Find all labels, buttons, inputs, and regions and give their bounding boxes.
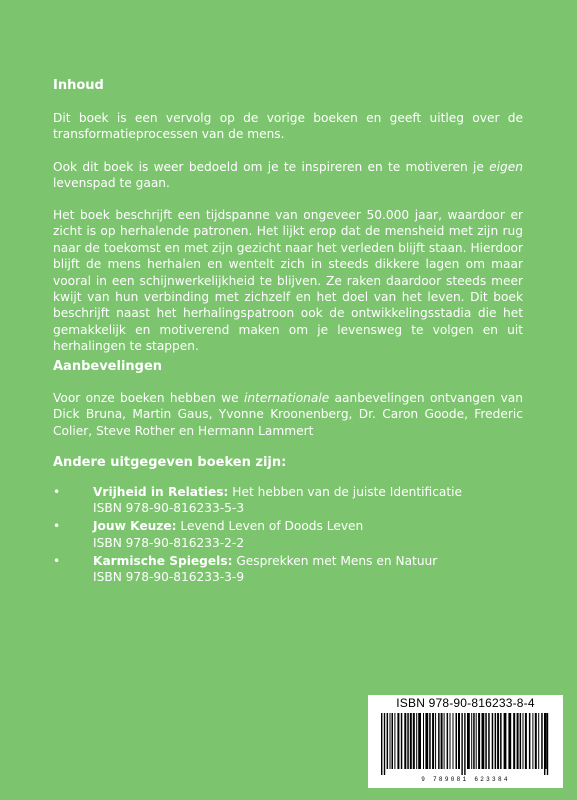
- barcode-bar: [517, 713, 519, 769]
- book-subtitle: Gesprekken met Mens en Natuur: [232, 553, 438, 568]
- barcode-bar: [435, 713, 436, 769]
- barcode-bar: [538, 713, 539, 769]
- barcode-bar: [392, 713, 394, 769]
- barcode-bar: [423, 713, 424, 769]
- barcode-bar: [520, 713, 522, 769]
- barcode-bar: [453, 713, 454, 769]
- barcode-bar: [508, 713, 511, 769]
- barcode-bar: [397, 713, 399, 769]
- barcode-bar: [525, 713, 527, 769]
- barcode-bar: [387, 713, 389, 769]
- barcode-digits: 9 789081 623384: [421, 776, 510, 783]
- barcode-icon: [378, 713, 553, 775]
- paragraph-recommendations-italic: internationale: [243, 391, 330, 405]
- paragraph-description: Het boek beschrijft een tijdspanne van ongeveer 50.000 jaar, waardoor er zicht is op herhalende patronen. Het lijkt erop dat de mensheid met zijn rug naar de toekomst en met zijn gezicht naar het verleden blijft staan. Hierdoor blijft de mens herhalen en wentelt zich in steeds dikkere lagen om maar vooral in een schijnwerkelijkheid te blijven. Ze raken daardoor steeds meer kwijt van hun verbinding met zichzelf en het doel van het leven. Dit boek beschrijft naast het herhalingspatroon ook de ontwikkelingsstadia die het gemakkelijk en motiverend maken om je levensweg te volgen en uit herhalingen te stappen.: [53, 208, 523, 354]
- barcode-bar: [394, 713, 395, 769]
- barcode-bar: [410, 713, 412, 769]
- barcode-bar: [438, 713, 440, 769]
- barcode-bar: [532, 713, 533, 769]
- barcode-bar: [401, 713, 403, 769]
- barcode-bar: [381, 713, 382, 775]
- book-item: [53, 553, 523, 585]
- book-isbn: ISBN 978-90-816233-2-2: [93, 535, 245, 550]
- barcode-bar: [413, 713, 415, 769]
- barcode-bar: [476, 713, 477, 769]
- book-subtitle: Levend Leven of Doods Leven: [176, 519, 364, 534]
- paragraph-inspiration-italic: eigen: [489, 160, 523, 174]
- barcode-bar: [407, 713, 409, 769]
- barcode-bar: [418, 713, 421, 769]
- barcode-bar: [497, 713, 499, 769]
- barcode-panel: [368, 695, 563, 788]
- barcode-bar: [544, 713, 545, 775]
- book-subtitle: Het hebben van de juiste Identificatie: [228, 485, 463, 499]
- barcode-bar: [535, 713, 537, 769]
- barcode-bar: [471, 713, 472, 769]
- heading-aanbevelingen: Aanbevelingen: [53, 359, 163, 374]
- barcode-bar: [529, 713, 531, 769]
- barcode-bar: [461, 713, 462, 775]
- heading-other-books: Andere uitgegeven boeken zijn:: [53, 455, 287, 470]
- barcode-bar: [467, 713, 470, 769]
- barcode-bar: [504, 713, 507, 769]
- bullet-icon: •: [53, 485, 61, 499]
- barcode-bar: [447, 713, 449, 769]
- barcode-bar: [464, 713, 465, 775]
- paragraph-inspiration-part2: levenspad te gaan.: [53, 176, 170, 191]
- paragraph-recommendations-part1: Voor onze boeken hebben we: [53, 391, 244, 405]
- barcode-bar: [458, 713, 460, 769]
- barcode-bar: [456, 713, 458, 769]
- book-title-line: [93, 484, 523, 500]
- book-title: Karmische Spiegels:: [93, 553, 233, 568]
- barcode-isbn-label: ISBN 978-90-816233-8-4: [396, 696, 535, 710]
- paragraph-inspiration-part1: Ook dit boek is weer bedoeld om je te inspireren en te motiveren je: [53, 160, 490, 174]
- barcode-bar: [513, 713, 515, 769]
- barcode-bar: [478, 713, 480, 769]
- barcode-bar: [429, 713, 431, 769]
- book-isbn: ISBN 978-90-816233-3-9: [93, 570, 245, 585]
- book-title: Vrijheid in Relaties:: [93, 485, 229, 499]
- book-item: [53, 518, 523, 550]
- paragraph-recommendations-part2: aanbevelingen ontvangen van Dick Bruna, Martin Gaus, Yvonne Kroonenberg, Dr. Caron Goode, Frederic Colier, Steve Rother en Hermann Lammert: [53, 391, 523, 438]
- book-title-line: [93, 518, 523, 534]
- barcode-bar: [485, 713, 487, 769]
- barcode-bar: [500, 713, 502, 769]
- barcode-bar: [473, 713, 475, 769]
- book-list: [53, 484, 523, 587]
- book-item: [53, 484, 523, 516]
- bullet-icon: •: [53, 519, 61, 534]
- barcode-bar: [441, 713, 443, 769]
- book-title-line: [93, 553, 523, 569]
- barcode-bar: [444, 713, 445, 769]
- barcode-bar: [482, 713, 485, 769]
- barcode-bar: [547, 713, 548, 775]
- paragraph-intro: Dit boek is een vervolg op de vorige boeken en geeft uitleg over de transformatieprocessen van de mens.: [53, 111, 523, 142]
- barcode-bar: [492, 713, 494, 769]
- barcode-bar: [416, 713, 417, 769]
- book-isbn: ISBN 978-90-816233-5-3: [93, 501, 245, 516]
- barcode-bar: [523, 713, 524, 769]
- bullet-icon: •: [53, 553, 61, 568]
- barcode-bar: [495, 713, 497, 769]
- barcode-bar: [384, 713, 385, 775]
- book-title: Jouw Keuze:: [93, 519, 177, 534]
- barcode-bar: [488, 713, 490, 769]
- barcode-bar: [432, 713, 434, 769]
- barcode-bar: [450, 713, 451, 769]
- barcode-bar: [390, 713, 391, 769]
- paragraph-recommendations: [53, 390, 523, 439]
- barcode-bar: [541, 713, 543, 769]
- paragraph-inspiration: [53, 159, 523, 192]
- barcode-bar: [425, 713, 428, 769]
- barcode-bar: [404, 713, 406, 769]
- heading-inhoud: Inhoud: [53, 78, 104, 93]
